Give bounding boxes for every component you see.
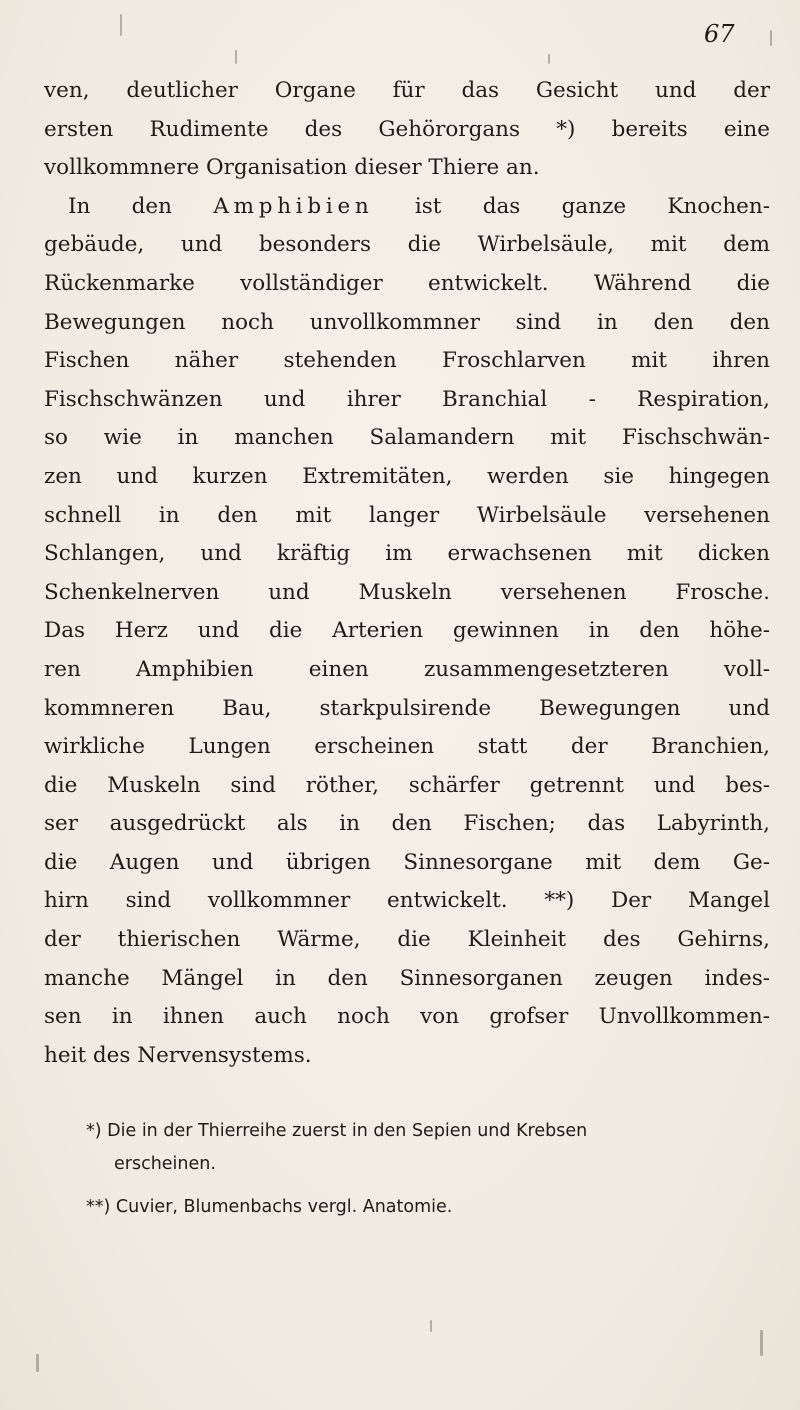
text-line: manche Mängel in den Sinnesorganen zeugen indes- bbox=[44, 965, 770, 991]
spaced-term: Amphibien bbox=[213, 193, 374, 219]
text-line: kommneren Bau, starkpulsirende Bewegungen und bbox=[44, 695, 770, 721]
paragraph-lead: In den bbox=[68, 193, 172, 219]
text-line: ven, deutlicher Organe für das Gesicht und der bbox=[44, 78, 770, 103]
footnote-mark: **) bbox=[86, 1197, 111, 1217]
text-line: Bewegungen noch unvollkommner sind in den den bbox=[44, 309, 770, 335]
footnote-continuation: erscheinen. bbox=[114, 1154, 216, 1174]
text-line: die Augen und übrigen Sinnesorgane mit dem Ge- bbox=[44, 849, 770, 875]
footnote-line bbox=[86, 1115, 776, 1148]
text-line: Fischen näher stehenden Froschlarven mit ihren bbox=[44, 348, 770, 374]
paper-speck bbox=[36, 1354, 39, 1372]
text-line: heit des Nervensystems. bbox=[44, 1042, 312, 1068]
text-line: Das Herz und die Arterien gewinnen in den höhe- bbox=[44, 618, 770, 644]
text-line: die Muskeln sind röther, schärfer getrennt und bes- bbox=[44, 772, 770, 798]
text-line: ersten Rudimente des Gehörorgans *) bereits eine bbox=[44, 116, 770, 142]
paper-speck bbox=[235, 50, 237, 64]
page-number: 67 bbox=[704, 20, 735, 48]
footnote-line bbox=[86, 1191, 776, 1224]
text-line: hirn sind vollkommner entwickelt. **) Der Mangel bbox=[44, 888, 770, 914]
footnote bbox=[86, 1191, 776, 1224]
paragraph-first-line bbox=[44, 188, 770, 227]
paper-speck bbox=[430, 1320, 432, 1332]
text-line: wirkliche Lungen erscheinen statt der Branchien, bbox=[44, 734, 770, 760]
footnotes bbox=[86, 1115, 776, 1224]
text-line: der thierischen Wärme, die Kleinheit des Gehirns, bbox=[44, 927, 770, 953]
text-line: gebäude, und besonders die Wirbelsäule, mit dem bbox=[44, 232, 770, 258]
text-line: Schenkelnerven und Muskeln versehenen Frosche. bbox=[44, 579, 770, 605]
paper-speck bbox=[770, 30, 772, 46]
text-line: vollkommnere Organisation dieser Thiere an. bbox=[44, 155, 540, 181]
footnote-text: Cuvier, Blumenbachs vergl. Anatomie. bbox=[115, 1197, 453, 1217]
paragraph-lead-rest: ist das ganze Knochen- bbox=[414, 193, 771, 219]
paper-speck bbox=[548, 54, 550, 64]
text-line: ren Amphibien einen zusammengesetzteren voll- bbox=[44, 656, 770, 682]
text-line: schnell in den mit langer Wirbelsäule versehenen bbox=[44, 502, 770, 528]
body-text bbox=[44, 72, 770, 1075]
text-line: ser ausgedrückt als in den Fischen; das Labyrinth, bbox=[44, 811, 770, 837]
footnote-text: Die in der Thierreihe zuerst in den Sepien und Krebsen bbox=[107, 1121, 588, 1141]
footnote-mark: *) bbox=[86, 1121, 102, 1141]
footnote bbox=[86, 1115, 776, 1181]
text-line: so wie in manchen Salamandern mit Fischschwän- bbox=[44, 425, 770, 451]
text-line: Schlangen, und kräftig im erwachsenen mit dicken bbox=[44, 541, 770, 567]
text-line: zen und kurzen Extremitäten, werden sie hingegen bbox=[44, 463, 770, 489]
paper-speck bbox=[760, 1330, 763, 1356]
text-line: Rückenmarke vollständiger entwickelt. Während die bbox=[44, 270, 770, 296]
text-line: Fischschwänzen und ihrer Branchial - Respiration, bbox=[44, 386, 770, 412]
text-line: sen in ihnen auch noch von grofser Unvollkommen- bbox=[44, 1004, 770, 1030]
paper-speck bbox=[120, 14, 122, 36]
